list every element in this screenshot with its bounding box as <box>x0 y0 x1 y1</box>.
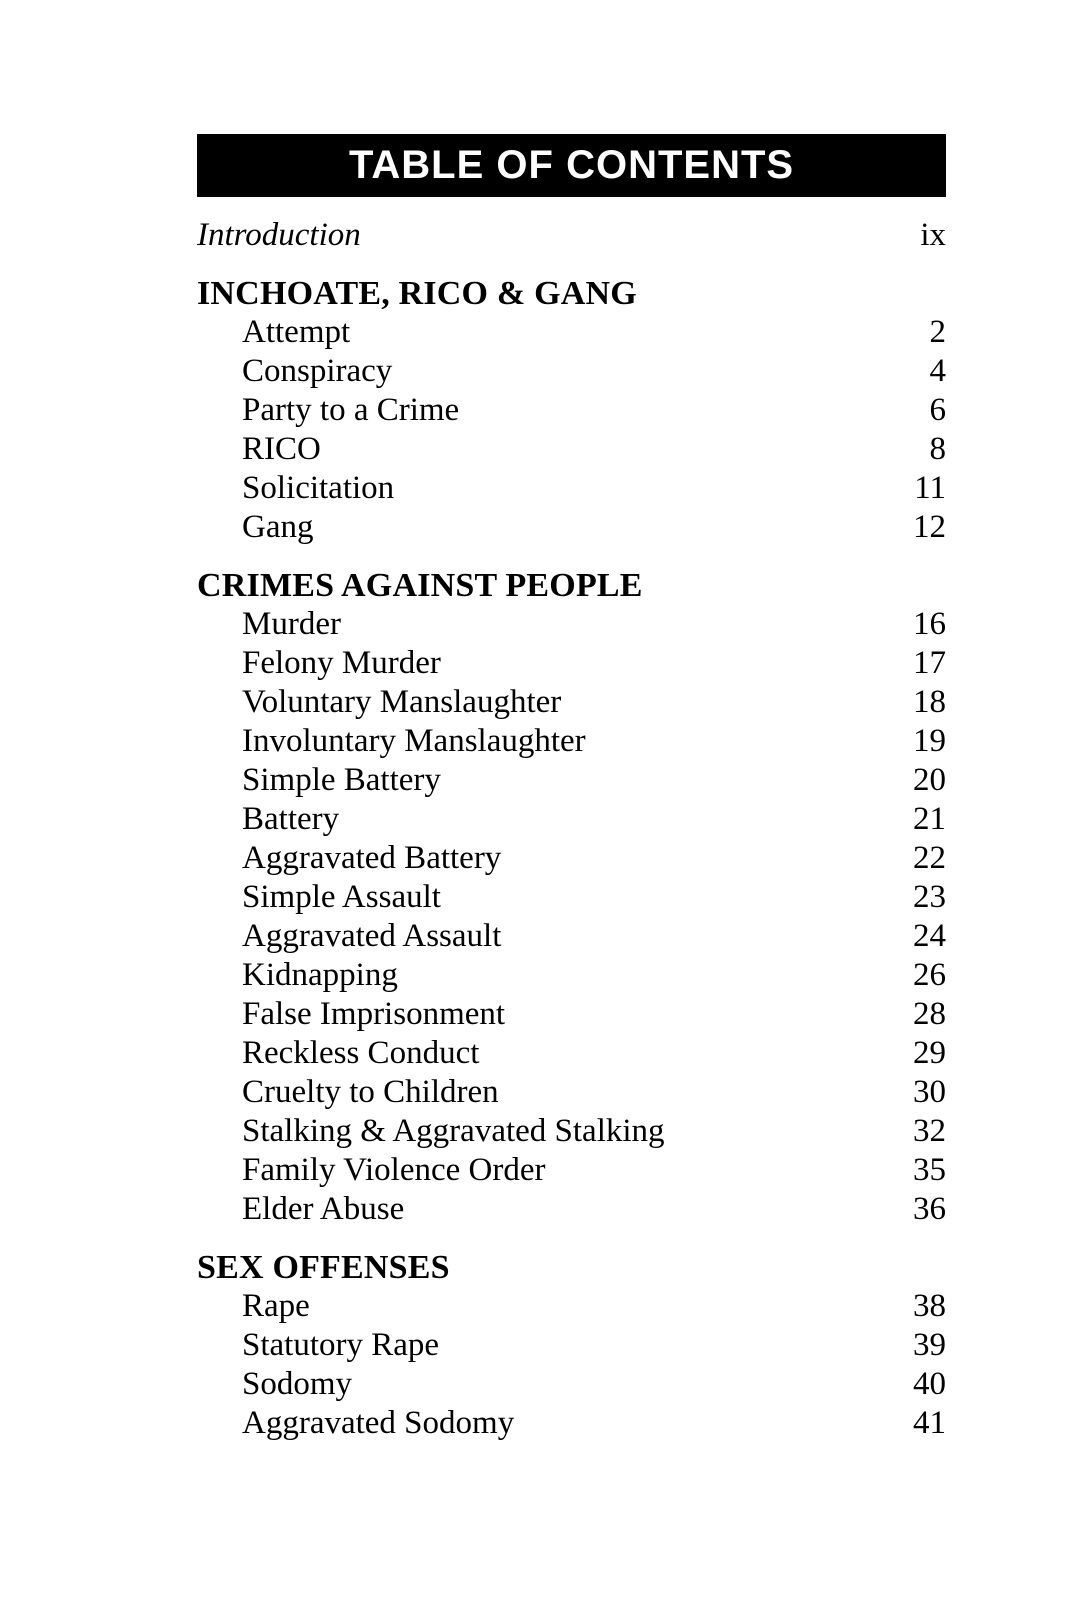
toc-entry-label: Solicitation <box>242 470 395 506</box>
toc-entry <box>197 1404 946 1443</box>
toc-entry-page-number: 30 <box>913 1074 946 1110</box>
toc-entry <box>197 1287 946 1326</box>
toc-entry-page-number: 29 <box>913 1035 946 1071</box>
toc-entry-page-number: 21 <box>913 801 946 837</box>
toc-entry-page-number: 35 <box>913 1152 946 1188</box>
toc-entry-page-number: 39 <box>913 1327 946 1363</box>
title-bar <box>197 134 946 197</box>
toc-entry-page-number: 41 <box>913 1405 946 1441</box>
toc-entry-page-number: 4 <box>929 353 946 389</box>
toc-entry <box>197 683 946 722</box>
toc-entry <box>197 430 946 469</box>
toc-entry <box>197 352 946 391</box>
toc-entry-page-number: 11 <box>914 470 946 506</box>
toc-entry <box>197 761 946 800</box>
toc-entry <box>197 917 946 956</box>
toc-entry-label: Felony Murder <box>242 645 441 681</box>
toc-entry-label: Attempt <box>242 314 351 350</box>
page-title: TABLE OF CONTENTS <box>348 143 795 187</box>
toc-entry <box>197 391 946 430</box>
toc-section <box>197 274 946 547</box>
toc-entry-label: Party to a Crime <box>242 392 460 428</box>
toc-entry-label: Battery <box>242 801 340 837</box>
toc-entry-label: Reckless Conduct <box>242 1035 480 1071</box>
toc-entry-page-number: 23 <box>913 879 946 915</box>
toc-entry-label: Rape <box>242 1288 310 1324</box>
toc-entry-page-number: 40 <box>913 1366 946 1402</box>
toc-entry-page-number: 2 <box>929 314 946 350</box>
toc-entry-introduction <box>197 216 946 255</box>
toc-entry <box>197 956 946 995</box>
toc-entry-page-number: 8 <box>929 431 946 467</box>
toc-entry-label: Simple Assault <box>242 879 441 915</box>
toc-entry-page-number: 24 <box>913 918 946 954</box>
toc-section <box>197 1248 946 1443</box>
toc-entry <box>197 1326 946 1365</box>
toc-entry-page-number: 36 <box>913 1191 946 1227</box>
toc-entry-label: Family Violence Order <box>242 1152 546 1188</box>
toc-entry <box>197 605 946 644</box>
toc-entry <box>197 839 946 878</box>
toc-entry-label: False Imprisonment <box>242 996 506 1032</box>
toc-entry <box>197 800 946 839</box>
toc-entry <box>197 1034 946 1073</box>
toc-entry <box>197 469 946 508</box>
toc-entry-page-number: 28 <box>913 996 946 1032</box>
toc-entry-label: Aggravated Assault <box>242 918 502 954</box>
toc-entry-label: Kidnapping <box>242 957 398 993</box>
toc-entry-label: Involuntary Manslaughter <box>242 723 586 759</box>
toc-entry-page-number: 20 <box>913 762 946 798</box>
section-heading: SEX OFFENSES <box>197 1249 450 1286</box>
toc-entry-label: Simple Battery <box>242 762 441 798</box>
toc-entry-page-number: 26 <box>913 957 946 993</box>
toc-entry-label: Murder <box>242 606 341 642</box>
toc-entry <box>197 1112 946 1151</box>
toc-entry-page-number: 19 <box>913 723 946 759</box>
toc-entry-page-number: 32 <box>913 1113 946 1149</box>
toc-entry-page-number: 12 <box>913 509 946 545</box>
toc-entry <box>197 1190 946 1229</box>
toc-entry-label: Stalking & Aggravated Stalking <box>242 1113 665 1149</box>
section-heading: CRIMES AGAINST PEOPLE <box>197 567 643 604</box>
toc-entry <box>197 1073 946 1112</box>
toc-entry-page-number: 16 <box>913 606 946 642</box>
intro-page-number: ix <box>920 217 946 253</box>
toc-entry-page-number: 18 <box>913 684 946 720</box>
toc-entry-label: Conspiracy <box>242 353 393 389</box>
toc-entry-page-number: 6 <box>929 392 946 428</box>
section-heading: INCHOATE, RICO & GANG <box>197 275 637 312</box>
intro-label: Introduction <box>197 217 361 253</box>
toc-entry-label: Sodomy <box>242 1366 353 1402</box>
toc-entry <box>197 722 946 761</box>
toc-entry <box>197 1365 946 1404</box>
section-items <box>197 1287 946 1443</box>
section-items <box>197 313 946 547</box>
toc-entry-label: Voluntary Manslaughter <box>242 684 562 720</box>
toc-entry-label: Aggravated Battery <box>242 840 502 876</box>
section-items <box>197 605 946 1229</box>
toc-entry <box>197 995 946 1034</box>
toc-entry-label: Gang <box>242 509 314 545</box>
toc-entry <box>197 313 946 352</box>
toc-content-column <box>197 134 946 1443</box>
toc-entry-label: Statutory Rape <box>242 1327 440 1363</box>
toc-section <box>197 566 946 1229</box>
toc-entry-label: Elder Abuse <box>242 1191 405 1227</box>
toc-entry-label: Cruelty to Children <box>242 1074 499 1110</box>
toc-entry-label: RICO <box>242 431 321 467</box>
toc-entry-label: Aggravated Sodomy <box>242 1405 515 1441</box>
toc-entry-page-number: 17 <box>913 645 946 681</box>
toc-entry <box>197 1151 946 1190</box>
toc-entry <box>197 878 946 917</box>
toc-sections <box>197 274 946 1443</box>
toc-entry <box>197 644 946 683</box>
toc-entry-page-number: 38 <box>913 1288 946 1324</box>
toc-entry <box>197 508 946 547</box>
toc-entry-page-number: 22 <box>913 840 946 876</box>
